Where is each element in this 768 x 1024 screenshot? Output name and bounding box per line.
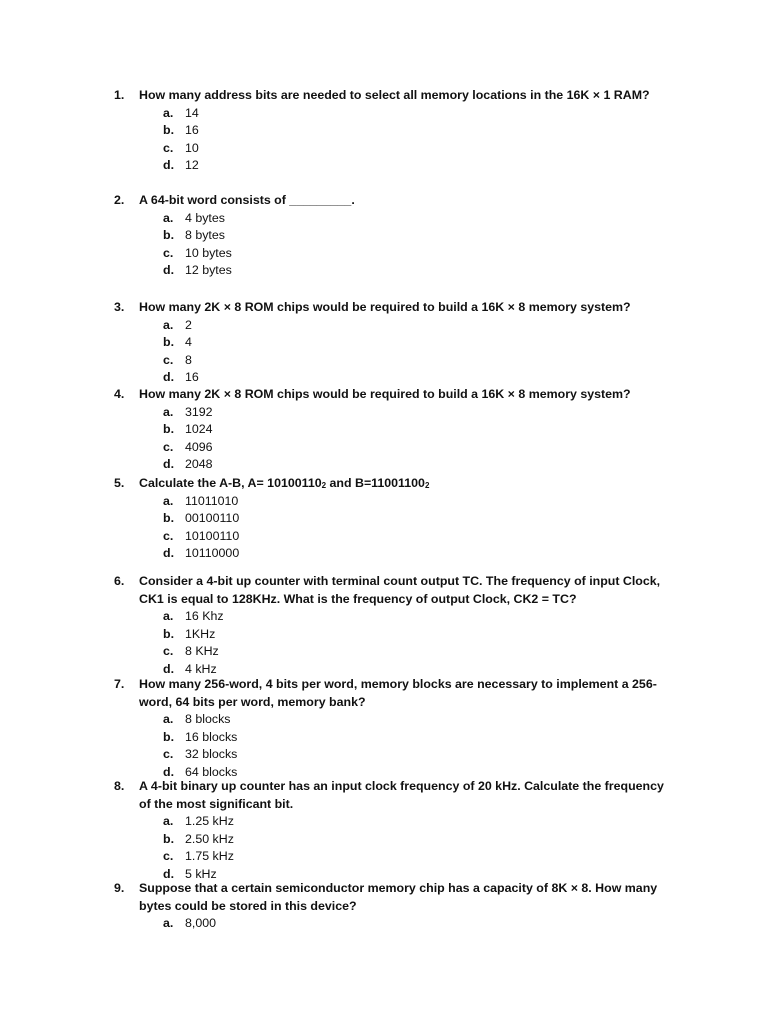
option-text: 32 blocks (185, 747, 238, 761)
option-label: c. (163, 644, 174, 658)
option-label: c. (163, 439, 174, 454)
question-text (139, 475, 674, 493)
question-text: How many 2K × 8 ROM chips would be required to build a 16K × 8 memory system? (139, 300, 631, 314)
option-text: 3192 (185, 404, 213, 419)
options-list (114, 317, 674, 387)
option-text: 16 (185, 370, 199, 384)
options-list (114, 105, 674, 175)
option-d (163, 262, 674, 280)
question-text-part: Calculate the A-B, A= 10100110 (139, 476, 322, 490)
option-d (163, 545, 674, 563)
option-a (163, 317, 674, 335)
question-3 (114, 299, 674, 387)
option-a (163, 813, 674, 831)
question-text: A 64-bit word consists of _________. (139, 193, 355, 207)
option-text: 64 blocks (185, 764, 238, 779)
option-label: a. (163, 712, 174, 726)
option-b (163, 122, 674, 140)
question-number: 8. (114, 779, 125, 793)
option-label: a. (163, 317, 174, 332)
option-label: c. (163, 352, 174, 367)
option-text: 12 (185, 158, 199, 172)
option-label: c. (163, 528, 174, 543)
question-8 (114, 778, 674, 883)
question-9 (114, 880, 674, 933)
question-7 (114, 676, 674, 781)
option-text: 1KHz (185, 626, 216, 641)
option-label: d. (163, 158, 175, 172)
option-label: a. (163, 493, 174, 508)
option-text: 00100110 (185, 511, 240, 525)
question-text: How many address bits are needed to select all memory locations in the 16K × 1 RAM? (139, 88, 650, 102)
option-label: c. (163, 849, 174, 863)
option-text: 14 (185, 105, 199, 120)
option-text: 5 kHz (185, 866, 217, 881)
option-c (163, 528, 674, 546)
question-number: 6. (114, 574, 125, 588)
option-label: a. (163, 609, 174, 623)
option-label: d. (163, 370, 175, 384)
option-label: a. (163, 814, 174, 828)
option-b (163, 729, 674, 747)
options-list (114, 711, 674, 781)
option-label: d. (163, 457, 175, 471)
option-label: a. (163, 916, 174, 930)
question-number: 5. (114, 476, 125, 490)
option-label: c. (163, 747, 174, 761)
option-text: 2048 (185, 457, 213, 471)
option-text: 4 (185, 335, 192, 349)
option-b (163, 421, 674, 439)
option-a (163, 608, 674, 626)
option-d (163, 157, 674, 175)
option-label: b. (163, 123, 175, 137)
option-text: 16 (185, 123, 199, 137)
option-text: 10 (185, 140, 199, 155)
question-number: 3. (114, 300, 125, 314)
option-label: b. (163, 729, 175, 744)
option-c (163, 643, 674, 661)
question-number: 9. (114, 881, 125, 895)
question-number: 1. (114, 88, 125, 102)
option-a (163, 105, 674, 123)
option-text: 11011010 (185, 493, 239, 508)
option-b (163, 334, 674, 352)
question-number: 4. (114, 387, 125, 401)
option-label: d. (163, 764, 175, 779)
option-label: a. (163, 105, 174, 120)
option-c (163, 352, 674, 370)
option-label: b. (163, 626, 175, 641)
question-4 (114, 386, 674, 474)
option-label: b. (163, 422, 175, 436)
question-1 (114, 87, 674, 175)
question-text-part: and B=11001100 (326, 476, 425, 490)
option-label: d. (163, 661, 175, 676)
options-list (114, 915, 674, 933)
option-b (163, 831, 674, 849)
option-c (163, 848, 674, 866)
option-text: 16 Khz (185, 609, 224, 623)
subscript-base: 2 (424, 481, 430, 490)
question-text: Consider a 4-bit up counter with terminal count output TC. The frequency of input Clock, CK1 is equal to 128KHz. What is the frequency of output Clock, CK2 = TC? (139, 574, 661, 606)
option-text: 2.50 kHz (185, 831, 234, 846)
option-text: 10 bytes (185, 245, 232, 260)
option-text: 1.25 kHz (185, 814, 234, 828)
option-c (163, 439, 674, 457)
option-text: 4096 (185, 439, 213, 454)
option-text: 4 bytes (185, 210, 225, 225)
option-text: 2 (185, 317, 192, 332)
option-label: d. (163, 546, 175, 560)
option-a (163, 915, 674, 933)
options-list (114, 210, 674, 280)
question-5 (114, 475, 674, 563)
question-text: How many 2K × 8 ROM chips would be required to build a 16K × 8 memory system? (139, 387, 631, 401)
option-text: 1024 (185, 422, 213, 436)
question-text: Suppose that a certain semiconductor memory chip has a capacity of 8K × 8. How many bytes could be stored in this device? (139, 881, 658, 913)
question-number: 7. (114, 677, 125, 691)
option-b (163, 227, 674, 245)
option-label: c. (163, 140, 174, 155)
option-label: a. (163, 404, 174, 419)
option-label: d. (163, 866, 175, 881)
options-list (114, 404, 674, 474)
question-number: 2. (114, 193, 125, 207)
option-label: b. (163, 335, 175, 349)
options-list (114, 493, 674, 563)
option-a (163, 404, 674, 422)
option-c (163, 140, 674, 158)
option-label: b. (163, 228, 175, 242)
option-text: 1.75 kHz (185, 849, 234, 863)
option-text: 16 blocks (185, 729, 238, 744)
option-d (163, 456, 674, 474)
option-label: b. (163, 831, 175, 846)
option-b (163, 626, 674, 644)
option-text: 10100110 (185, 528, 240, 543)
option-a (163, 493, 674, 511)
option-a (163, 210, 674, 228)
option-b (163, 510, 674, 528)
option-text: 8 blocks (185, 712, 231, 726)
option-label: a. (163, 210, 174, 225)
option-label: c. (163, 245, 174, 260)
question-2 (114, 192, 674, 280)
option-label: b. (163, 511, 175, 525)
option-d (163, 369, 674, 387)
question-text: A 4-bit binary up counter has an input clock frequency of 20 kHz. Calculate the frequency of the most significant bit. (139, 779, 664, 811)
option-label: d. (163, 263, 175, 277)
option-c (163, 746, 674, 764)
option-text: 10110000 (185, 546, 240, 560)
option-text: 4 kHz (185, 661, 217, 676)
option-text: 8,000 (185, 916, 217, 930)
option-text: 8 KHz (185, 644, 219, 658)
option-c (163, 245, 674, 263)
option-a (163, 711, 674, 729)
option-text: 12 bytes (185, 263, 232, 277)
question-6 (114, 573, 674, 678)
option-text: 8 bytes (185, 228, 225, 242)
subscript-base: 2 (321, 481, 327, 490)
options-list (114, 608, 674, 678)
options-list (114, 813, 674, 883)
option-text: 8 (185, 352, 192, 367)
question-text: How many 256-word, 4 bits per word, memory blocks are necessary to implement a 256-word, 64 bits per word, memory bank? (139, 677, 657, 709)
